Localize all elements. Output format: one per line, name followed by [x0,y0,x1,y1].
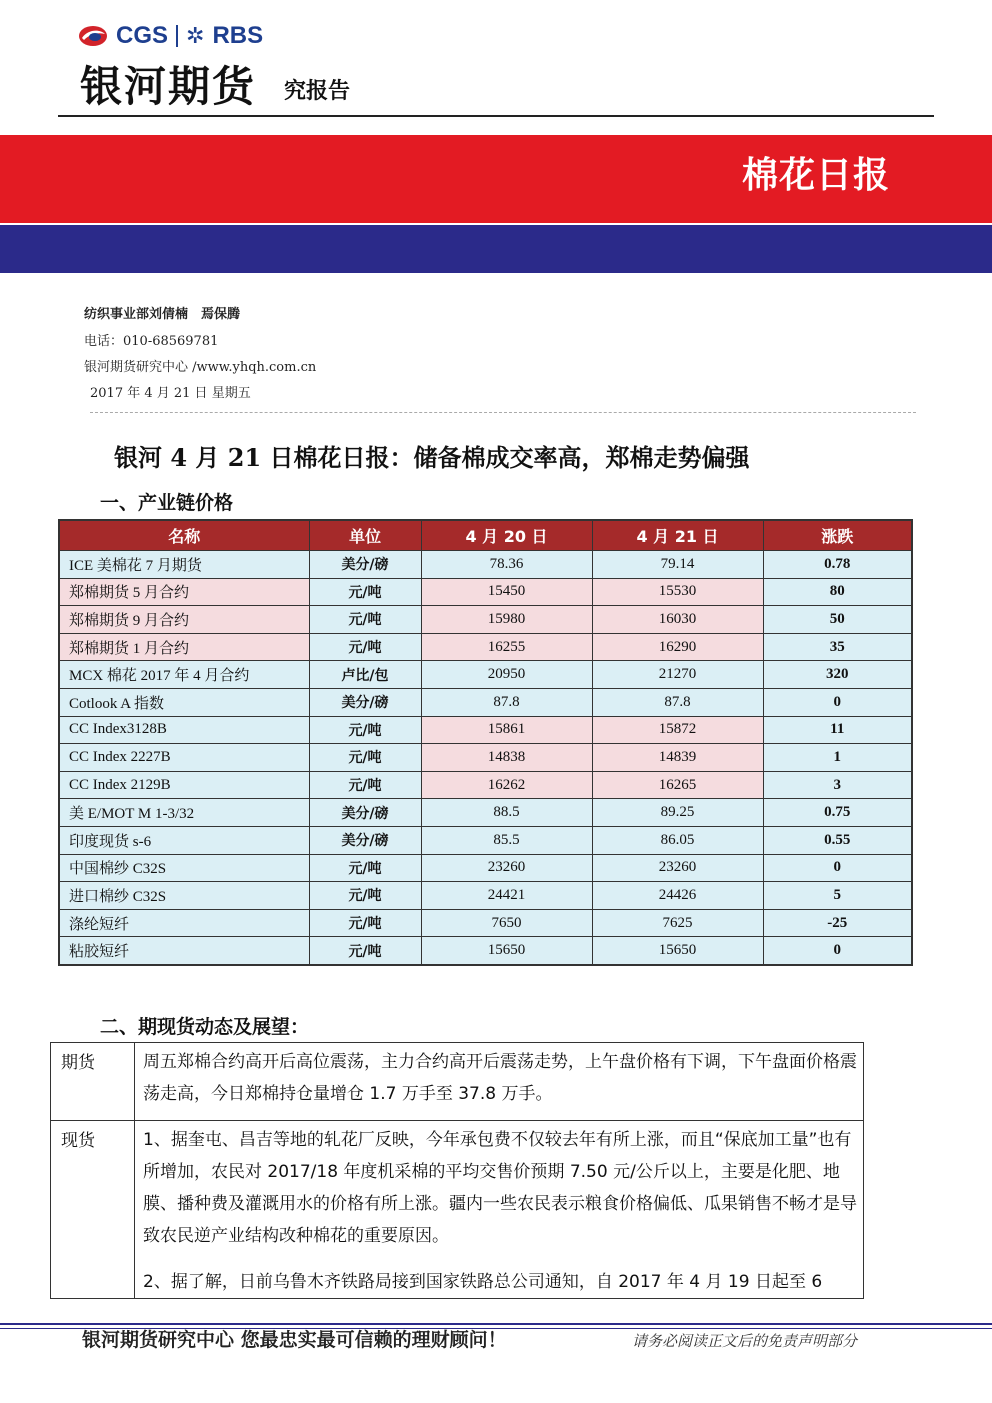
table-row [59,882,912,910]
footer-slogan: 银河期货研究中心 您最忠实最可信赖的理财顾问！ [82,1329,507,1351]
spot-label: 现货 [51,1121,135,1299]
logo-cgs-text: CGS [116,22,169,49]
column-header: 4 月 20 日 [421,520,592,551]
phone-line: 电话：010-68569781 [84,334,219,349]
product-name-cell: 进口棉纱 C32S [59,882,309,910]
price-apr21-cell: 14839 [592,744,763,772]
price-apr21-cell: 15872 [592,716,763,744]
table-row [59,799,912,827]
change-cell: 0 [763,937,912,965]
table-row [59,606,912,634]
header-rule [58,115,934,117]
unit-cell: 美分/磅 [309,688,421,716]
unit-cell: 卢比/包 [309,661,421,689]
unit-cell: 元/吨 [309,633,421,661]
logo-rbs-text: RBS [212,22,264,49]
table-row [59,744,912,772]
product-name-cell: ICE 美棉花 7 月期货 [59,551,309,579]
change-cell: -25 [763,909,912,937]
unit-cell: 元/吨 [309,578,421,606]
unit-cell: 美分/磅 [309,799,421,827]
section-title-prices: 一、产业链价格 [100,492,234,514]
table-row [59,551,912,579]
price-apr20-cell: 20950 [421,661,592,689]
table-row [59,937,912,965]
price-apr21-cell: 21270 [592,661,763,689]
unit-cell: 元/吨 [309,909,421,937]
dynamics-table [50,1042,864,1299]
table-row [59,578,912,606]
table-row [59,661,912,689]
price-apr20-cell: 15450 [421,578,592,606]
table-row [59,771,912,799]
report-title: 棉花日报 [741,155,890,196]
price-apr21-cell: 15650 [592,937,763,965]
product-name-cell: 美 E/MOT M 1-3/32 [59,799,309,827]
product-name-cell: 印度现货 s-6 [59,826,309,854]
product-name-cell: Cotlook A 指数 [59,688,309,716]
price-apr20-cell: 14838 [421,744,592,772]
futures-text [135,1043,864,1121]
price-apr21-cell: 15530 [592,578,763,606]
report-label: 究报告 [284,79,351,104]
divider [90,412,916,413]
unit-cell: 元/吨 [309,882,421,910]
column-header: 4 月 21 日 [592,520,763,551]
logo-divider [176,25,178,47]
change-cell: 3 [763,771,912,799]
futures-label: 期货 [51,1043,135,1121]
unit-cell: 元/吨 [309,771,421,799]
author-line: 纺织事业部刘倩楠 焉保腾 [84,307,241,322]
change-cell: 1 [763,744,912,772]
product-name-cell: CC Index3128B [59,716,309,744]
cgs-logo-icon [78,25,108,47]
table-row [51,1121,864,1299]
unit-cell: 元/吨 [309,937,421,965]
price-apr21-cell: 16265 [592,771,763,799]
change-cell: 0.78 [763,551,912,579]
change-cell: 5 [763,882,912,910]
price-apr20-cell: 15861 [421,716,592,744]
unit-cell: 元/吨 [309,716,421,744]
price-apr21-cell: 86.05 [592,826,763,854]
logo [78,20,263,52]
website-line: 银河期货研究中心 /www.yhqh.com.cn [84,360,317,375]
price-apr20-cell: 88.5 [421,799,592,827]
product-name-cell: CC Index 2129B [59,771,309,799]
spot-paragraph: 1、据奎屯、昌吉等地的轧花厂反映，今年承包费不仅较去年有所上涨，而且“保底加工量”也有所增加，农民对 2017/18 年度机采棉的平均交售价预期 7.50 元/公斤以上，主要是化肥、地膜、播种费及灌溉用水的价格有所上涨。疆内一些农民表示粮食价格偏低、瓜果销售不畅才是导致农民逆产业结构改种棉花的重要原因。 [143,1130,857,1246]
price-table [58,519,913,966]
product-name-cell: 涤纶短纤 [59,909,309,937]
price-apr21-cell: 16030 [592,606,763,634]
table-row [51,1043,864,1121]
change-cell: 0.75 [763,799,912,827]
table-row [59,826,912,854]
price-apr20-cell: 78.36 [421,551,592,579]
date-line: 2017 年 4 月 21 日 星期五 [90,386,251,401]
price-apr21-cell: 16290 [592,633,763,661]
change-cell: 0 [763,854,912,882]
product-name-cell: 郑棉期货 9 月合约 [59,606,309,634]
price-apr21-cell: 7625 [592,909,763,937]
table-row [59,633,912,661]
product-name-cell: 中国棉纱 C32S [59,854,309,882]
product-name-cell: CC Index 2227B [59,744,309,772]
price-apr20-cell: 16255 [421,633,592,661]
change-cell: 0 [763,688,912,716]
price-apr20-cell: 87.8 [421,688,592,716]
price-apr20-cell: 23260 [421,854,592,882]
change-cell: 0.55 [763,826,912,854]
product-name-cell: 郑棉期货 1 月合约 [59,633,309,661]
table-header-row [59,520,912,551]
rbs-logo-icon: ✲ [186,23,205,49]
brand-name: 银河期货 [80,62,257,111]
column-header: 单位 [309,520,421,551]
table-row [59,688,912,716]
price-apr20-cell: 16262 [421,771,592,799]
spot-text [135,1121,864,1299]
price-apr21-cell: 89.25 [592,799,763,827]
unit-cell: 元/吨 [309,606,421,634]
price-apr20-cell: 85.5 [421,826,592,854]
change-cell: 35 [763,633,912,661]
product-name-cell: MCX 棉花 2017 年 4 月合约 [59,661,309,689]
change-cell: 50 [763,606,912,634]
price-apr20-cell: 15980 [421,606,592,634]
change-cell: 80 [763,578,912,606]
spot-paragraph: 2、据了解，日前乌鲁木齐铁路局接到国家铁路总公司通知，自 2017 年 4 月 19 日起至 6 [143,1272,823,1292]
product-name-cell: 郑棉期货 5 月合约 [59,578,309,606]
futures-paragraph: 周五郑棉合约高开后高位震荡，主力合约高开后震荡走势，上午盘价格有下调，下午盘面价格震荡走高，今日郑棉持仓量增仓 1.7 万手至 37.8 万手。 [143,1052,857,1104]
section-title-dynamics: 二、期现货动态及展望： [100,1016,310,1038]
price-apr21-cell: 79.14 [592,551,763,579]
price-apr20-cell: 7650 [421,909,592,937]
column-header: 涨跌 [763,520,912,551]
table-row [59,909,912,937]
price-apr21-cell: 23260 [592,854,763,882]
table-row [59,716,912,744]
column-header: 名称 [59,520,309,551]
change-cell: 11 [763,716,912,744]
unit-cell: 美分/磅 [309,826,421,854]
headline: 银河 4 月 21 日棉花日报：储备棉成交率高，郑棉走势偏强 [114,443,750,472]
price-apr21-cell: 24426 [592,882,763,910]
change-cell: 320 [763,661,912,689]
product-name-cell: 粘胶短纤 [59,937,309,965]
unit-cell: 美分/磅 [309,551,421,579]
unit-cell: 元/吨 [309,854,421,882]
unit-cell: 元/吨 [309,744,421,772]
price-apr20-cell: 24421 [421,882,592,910]
footer-disclaimer: 请务必阅读正文后的免责声明部分 [632,1332,858,1350]
price-apr21-cell: 87.8 [592,688,763,716]
banner-stripe [0,225,992,273]
price-apr20-cell: 15650 [421,937,592,965]
table-row [59,854,912,882]
